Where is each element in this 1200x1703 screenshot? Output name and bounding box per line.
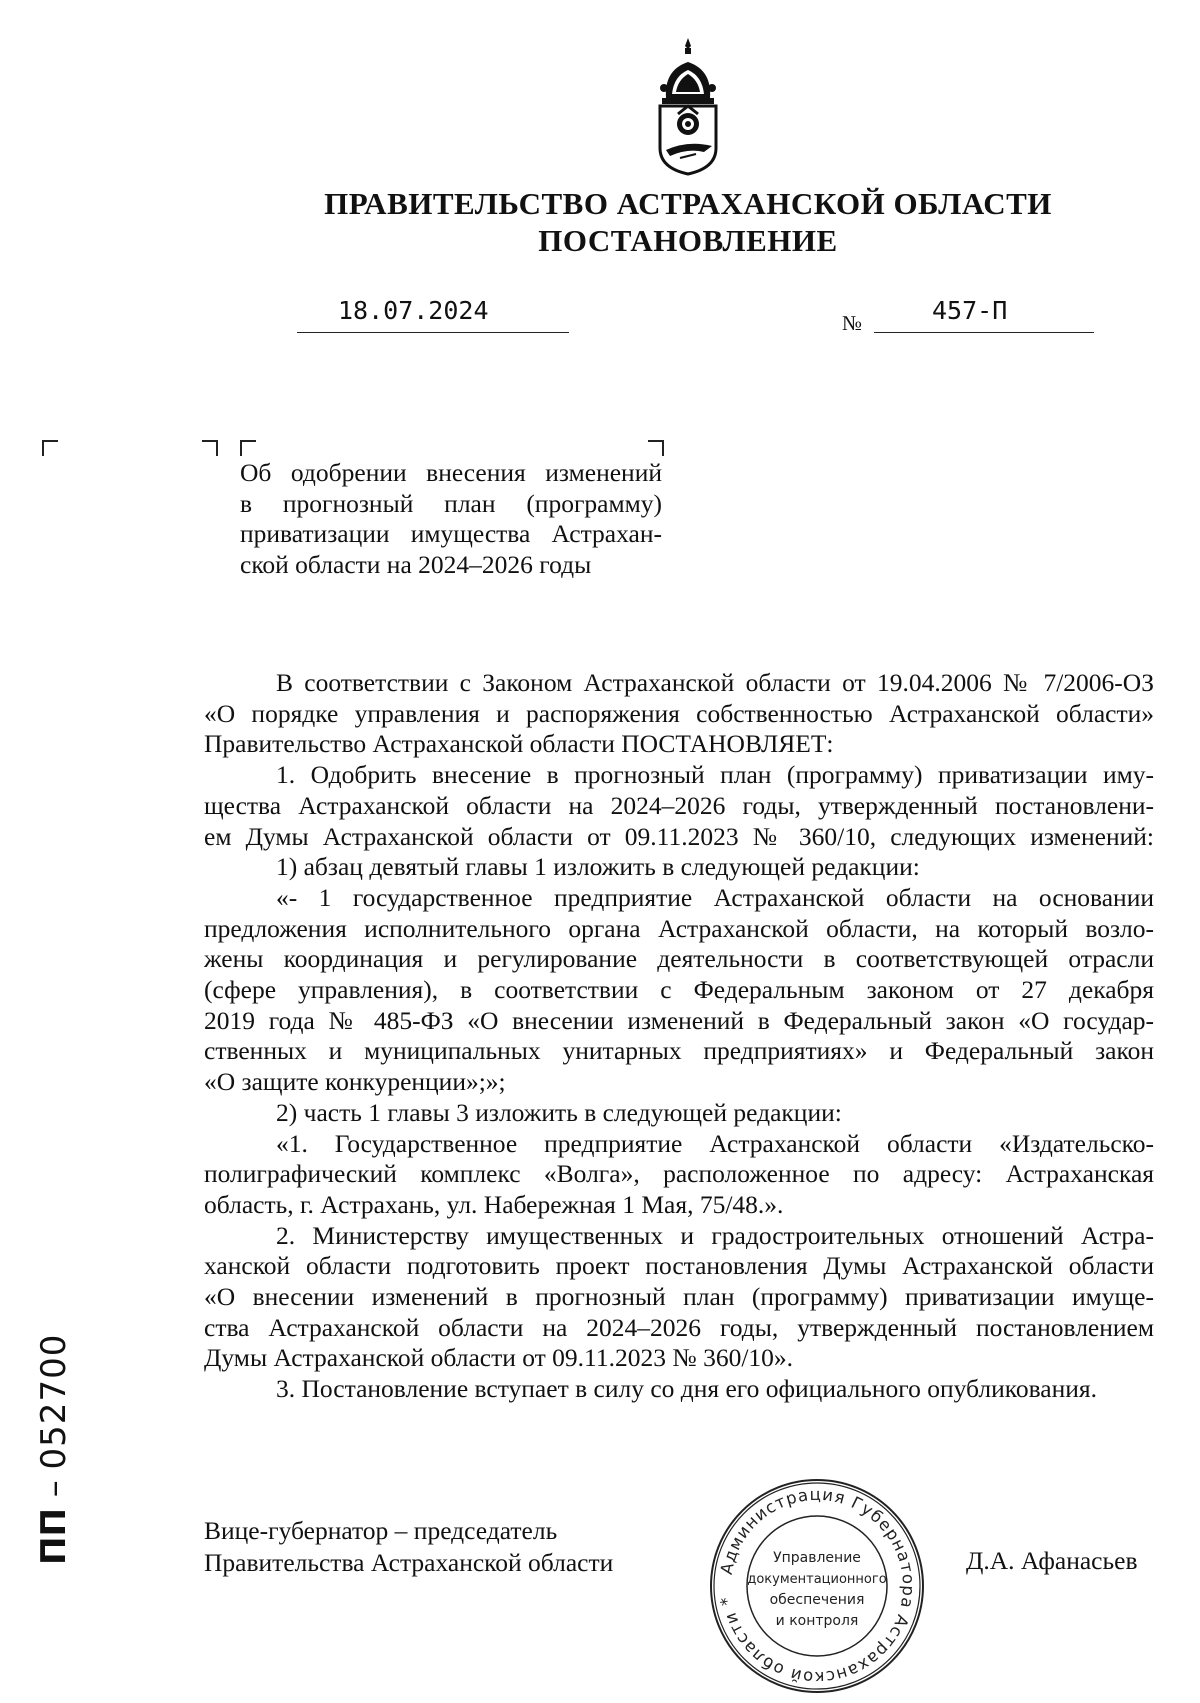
document-type-title: ПОСТАНОВЛЕНИЕ xyxy=(538,223,838,258)
document-body xyxy=(204,668,1154,1405)
stamp-outer-text: Администрация Губернатора Астраханской области * xyxy=(716,1484,919,1688)
margin-corner-mark xyxy=(42,440,58,456)
body-line: ства Астраханской области на 2024–2026 годы, утвержденный постановлением xyxy=(204,1312,1154,1342)
body-line: «О защите конкуренции»;»; xyxy=(204,1067,506,1097)
body-line: 2) часть 1 главы 3 изложить в следующей редакции: xyxy=(276,1097,842,1127)
subject-corner-mark xyxy=(202,440,218,456)
body-line: 3. Постановление вступает в силу со дня его официального опубликования. xyxy=(276,1374,1097,1404)
stamp-inner-line: документационного xyxy=(747,1572,887,1587)
body-line: область, г. Астрахань, ул. Набережная 1 Мая, 75/48.». xyxy=(204,1189,784,1219)
body-line: щества Астраханской области на 2024–2026 годы, утвержденный постановлени- xyxy=(204,790,1154,820)
body-line: 1) абзац девятый главы 1 изложить в следующей редакции: xyxy=(276,852,920,882)
serial-series: ПП xyxy=(34,1508,74,1565)
subject-line: ской области на 2024–2026 годы xyxy=(240,549,592,579)
form-serial-number xyxy=(34,1333,74,1565)
serial-number: 052700 xyxy=(34,1333,74,1470)
body-line: «1. Государственное предприятие Астраханской области «Издательско- xyxy=(276,1128,1154,1158)
stamp-inner-line: обеспечения xyxy=(769,1592,865,1608)
body-line: «О внесении изменений в прогнозный план (программу) приватизации имуще- xyxy=(204,1282,1154,1312)
body-line: Правительство Астраханской области ПОСТАНОВЛЯЕТ: xyxy=(204,729,834,759)
body-line: Думы Астраханской области от 09.11.2023 № 360/10». xyxy=(204,1343,794,1373)
number-underline xyxy=(874,332,1094,333)
body-line: ем Думы Астраханской области от 09.11.2023 № 360/10, следующих изменений: xyxy=(204,821,1154,851)
subject-line: Об одобрении внесения изменений xyxy=(240,458,662,487)
body-line: полиграфический комплекс «Волга», расположенное по адресу: Астраханская xyxy=(204,1159,1154,1189)
organization-title: ПРАВИТЕЛЬСТВО АСТРАХАНСКОЙ ОБЛАСТИ xyxy=(324,186,1052,221)
document-number: 457-П xyxy=(932,296,1008,325)
number-sign: № xyxy=(842,311,863,335)
stamp-inner-line: Управление xyxy=(773,1550,861,1566)
signer-position xyxy=(204,1515,613,1579)
date-underline xyxy=(297,332,569,333)
signer-name: Д.А. Афанасьев xyxy=(966,1546,1138,1575)
signer-position-line: Вице-губернатор – председатель xyxy=(204,1516,558,1545)
subject-corner-mark xyxy=(648,440,664,456)
subject-corner-mark xyxy=(240,440,256,456)
subject-line: в прогнозный план (программу) xyxy=(240,488,662,518)
body-line: В соответствии с Законом Астраханской области от 19.04.2006 № 7/2006-ОЗ xyxy=(276,668,1154,697)
body-line: 1. Одобрить внесение в прогнозный план (программу) приватизации иму- xyxy=(276,760,1154,790)
stamp-inner-line: и контроля xyxy=(775,1613,859,1629)
body-line: 2019 года № 485-ФЗ «О внесении изменений в Федеральный закон «О государ- xyxy=(204,1005,1154,1035)
signer-position-line: Правительства Астраханской области xyxy=(204,1548,614,1577)
body-line: 2. Министерству имущественных и градостроительных отношений Астра- xyxy=(276,1220,1154,1250)
body-line: ственных и муниципальных унитарных предприятиях» и Федеральный закон xyxy=(204,1036,1154,1066)
body-line: жены координация и регулирование деятельности в соответствующей отрасли xyxy=(204,944,1154,974)
body-line: (сфере управления), в соответствии с Федеральным законом от 27 декабря xyxy=(204,975,1154,1005)
subject-line: приватизации имущества Астрахан- xyxy=(240,519,662,548)
document-subject xyxy=(240,458,662,580)
body-line: «- 1 государственное предприятие Астраханской области на основании xyxy=(276,882,1154,912)
coat-of-arms-emblem xyxy=(650,36,726,176)
document-date: 18.07.2024 xyxy=(338,296,489,325)
official-stamp xyxy=(707,1470,927,1702)
body-line: ханской области подготовить проект постановления Думы Астраханской области xyxy=(204,1251,1154,1281)
body-line: «О порядке управления и распоряжения собственностью Астраханской области» xyxy=(204,698,1154,728)
body-line: предложения исполнительного органа Астраханской области, на который возло- xyxy=(204,913,1154,943)
serial-separator: – xyxy=(34,1469,74,1509)
